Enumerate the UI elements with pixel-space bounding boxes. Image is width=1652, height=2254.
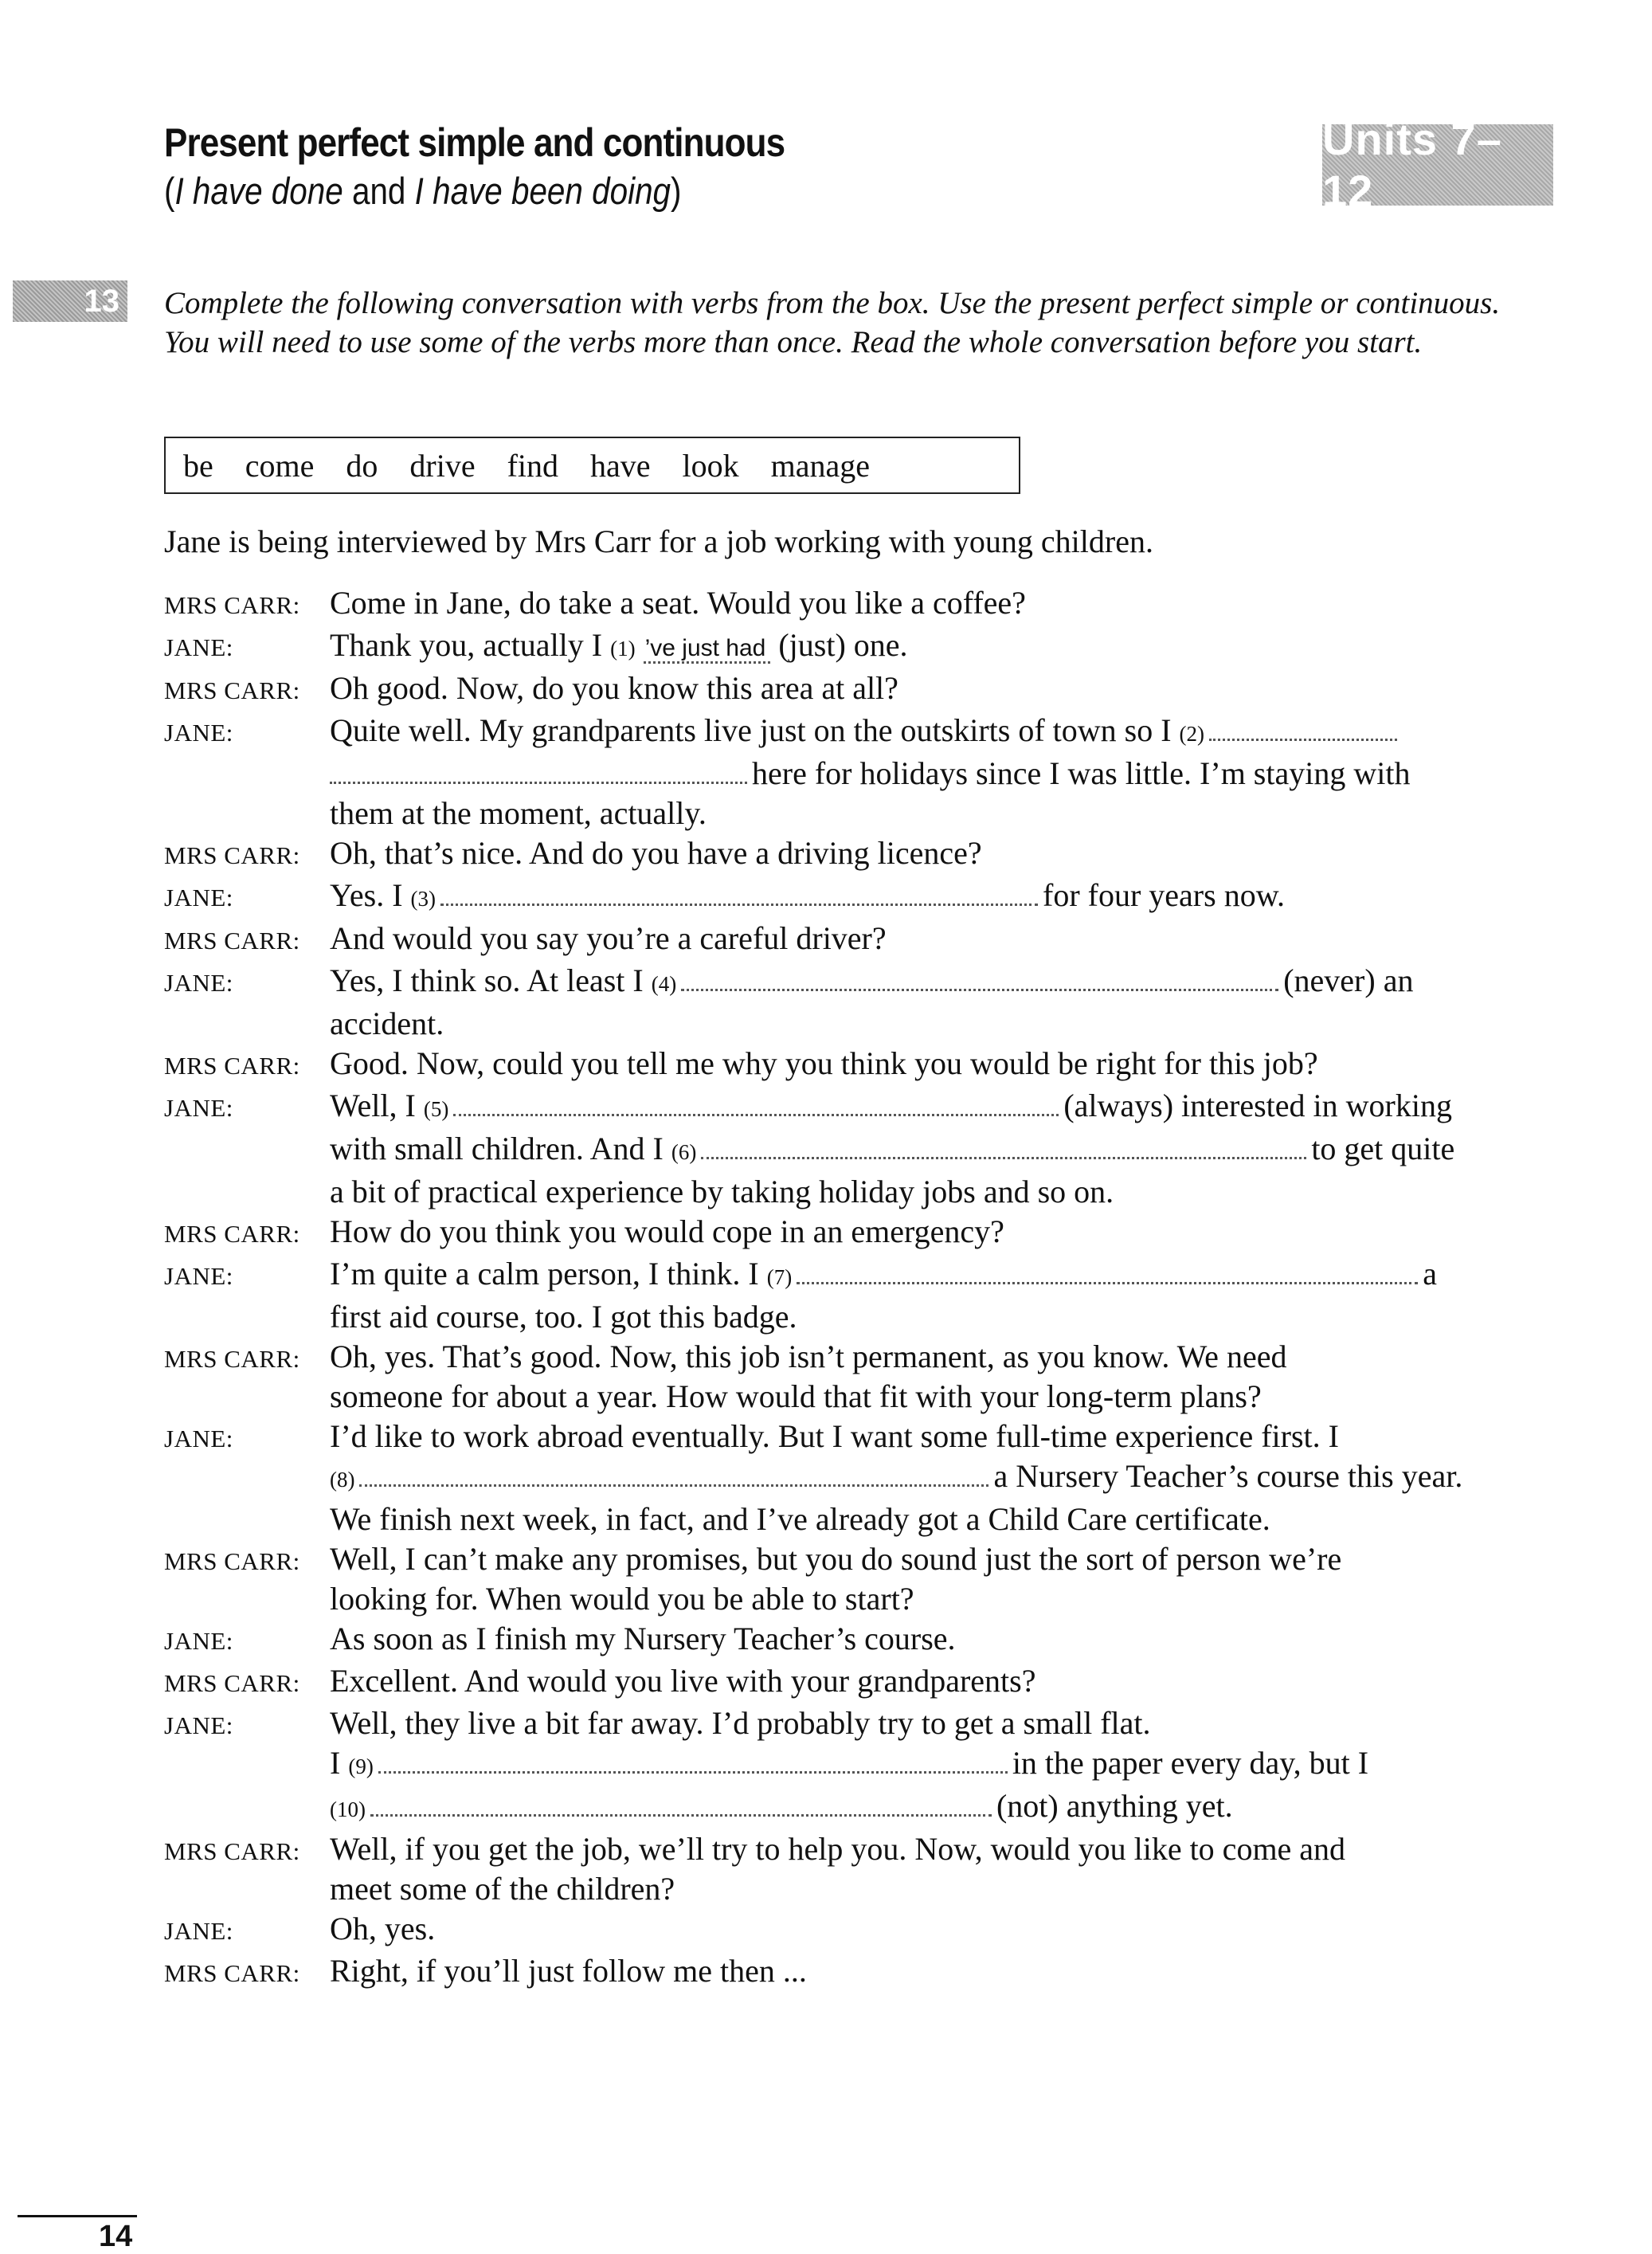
dialogue-line: Well, I (5) (always) interested in working with small children. And I (6) to get quite a bit of practical experience by taking holiday jobs and so on.: [330, 1088, 1455, 1209]
verb-item: have: [590, 447, 651, 484]
speaker-label: JANE:: [164, 633, 233, 661]
dialogue-turn: [164, 1829, 1534, 1909]
answer-gap-9[interactable]: [378, 1747, 1008, 1774]
dialogue-turn: [164, 1539, 1534, 1619]
speaker-label: JANE:: [164, 1094, 233, 1122]
speaker-label: JANE:: [164, 1262, 233, 1290]
speaker-label: JANE:: [164, 884, 233, 911]
gap-number: (6): [671, 1140, 697, 1164]
speaker-label: MRS CARR:: [164, 1837, 300, 1865]
dialogue-line: As soon as I finish my Nursery Teacher’s course.: [330, 1621, 956, 1656]
gap-number: (1): [610, 637, 636, 661]
dialogue-turn: [164, 625, 1534, 668]
footer-rule: [18, 2215, 137, 2217]
dialogue-turn: [164, 1951, 1534, 1993]
speaker-label: JANE:: [164, 969, 233, 997]
dialogue-turn: [164, 1417, 1534, 1539]
exercise-number-badge: 13: [13, 280, 127, 322]
dialogue-line: Thank you, actually I (1) ’ve just had (just) one.: [330, 627, 908, 663]
dialogue-turn: [164, 1254, 1534, 1337]
gap-number: (5): [423, 1097, 449, 1121]
dialogue-line: Well, if you get the job, we’ll try to help you. Now, would you like to come and meet some of the children?: [330, 1831, 1346, 1907]
gap-number: (10): [330, 1797, 366, 1821]
page-number: 14: [99, 2220, 133, 2253]
speaker-label: MRS CARR:: [164, 676, 300, 704]
answer-gap-4[interactable]: [681, 965, 1278, 991]
speaker-label: JANE:: [164, 719, 233, 747]
dialogue-turn: [164, 1044, 1534, 1086]
dialogue-turn: [164, 961, 1534, 1044]
example-answer: ’ve just had: [644, 635, 771, 664]
speaker-label: MRS CARR:: [164, 1959, 300, 1987]
gap-number: (4): [651, 972, 677, 996]
verb-item: drive: [409, 447, 476, 484]
dialogue-turn: [164, 1337, 1534, 1417]
dialogue-line: Well, they live a bit far away. I’d probably try to get a small flat. I (9) in the paper every day, but I (10) (not) anything yet.: [330, 1705, 1369, 1824]
verb-item: do: [346, 447, 378, 484]
dialogue-line: Right, if you’ll just follow me then ...: [330, 1953, 807, 1989]
dialogue-line: Excellent. And would you live with your grandparents?: [330, 1663, 1036, 1699]
gap-number: (8): [330, 1468, 355, 1492]
dialogue-turn: [164, 1619, 1534, 1661]
units-badge: Units 7–12: [1322, 124, 1553, 206]
dialogue-turn: [164, 1086, 1534, 1212]
dialogue-line: And would you say you’re a careful driver?: [330, 920, 887, 956]
exercise-intro: Jane is being interviewed by Mrs Carr for a job working with young children.: [164, 523, 1153, 559]
verb-item: come: [245, 447, 315, 484]
answer-gap-5[interactable]: [453, 1090, 1059, 1116]
verb-item: look: [682, 447, 739, 484]
gap-number: (3): [410, 887, 436, 911]
dialogue-line: Oh, that’s nice. And do you have a driving licence?: [330, 835, 982, 871]
dialogue-line: Well, I can’t make any promises, but you do sound just the sort of person we’re looking for. When would you be able to start?: [330, 1541, 1342, 1617]
page-title: Present perfect simple and continuous: [164, 120, 785, 165]
gap-number: (9): [348, 1754, 374, 1778]
answer-gap-10[interactable]: [370, 1790, 992, 1817]
dialogue-line: Yes. I (3) for four years now.: [330, 877, 1285, 913]
answer-gap-2-cont[interactable]: [330, 758, 747, 784]
gap-number: (7): [766, 1265, 793, 1289]
verb-box: [164, 437, 1020, 494]
answer-gap-3[interactable]: [440, 880, 1038, 906]
verb-item: find: [507, 447, 559, 484]
exercise-instructions: Complete the following conversation with verbs from the box. Use the present perfect simple or continuous. You will need to use some of the verbs more than once. Read the whole conversation before you start.: [164, 286, 1501, 359]
dialogue-turn: [164, 1909, 1534, 1951]
dialogue-line: I’d like to work abroad eventually. But I want some full-time experience first. I (8) a Nursery Teacher’s course this year. We finish next week, in fact, and I’ve already got a Child Care certificate.: [330, 1418, 1463, 1537]
dialogue-turn: [164, 833, 1534, 876]
dialogue-line: I’m quite a calm person, I think. I (7) a first aid course, too. I got this badge.: [330, 1256, 1437, 1335]
dialogue-line: Yes, I think so. At least I (4) (never) an accident.: [330, 962, 1414, 1041]
speaker-label: MRS CARR:: [164, 1220, 300, 1248]
verb-item: be: [183, 447, 213, 484]
answer-gap-8[interactable]: [359, 1460, 988, 1487]
dialogue-turn: [164, 876, 1534, 919]
dialogue-turn: [164, 1661, 1534, 1703]
speaker-label: JANE:: [164, 1627, 233, 1655]
answer-gap-7[interactable]: [797, 1258, 1418, 1284]
gap-number: (2): [1179, 722, 1205, 746]
dialogue-line: Quite well. My grandparents live just on the outskirts of town so I (2) here for holidays since I was little. I’m staying with them at the moment, actually.: [330, 712, 1411, 831]
dialogue-line: Good. Now, could you tell me why you think you would be right for this job?: [330, 1045, 1318, 1081]
page-subtitle: (I have done and I have been doing): [164, 170, 682, 212]
dialogue-turn: [164, 1703, 1534, 1829]
dialogue-line: How do you think you would cope in an emergency?: [330, 1213, 1004, 1249]
dialogue: [164, 583, 1534, 1993]
dialogue-turn: [164, 1212, 1534, 1254]
speaker-label: MRS CARR:: [164, 841, 300, 869]
dialogue-turn: [164, 668, 1534, 711]
dialogue-turn: [164, 919, 1534, 961]
page-title-block: [164, 120, 1279, 213]
speaker-label: JANE:: [164, 1711, 233, 1739]
dialogue-turn: [164, 583, 1534, 625]
answer-gap-6[interactable]: [701, 1133, 1306, 1159]
speaker-label: MRS CARR:: [164, 927, 300, 955]
speaker-label: MRS CARR:: [164, 591, 300, 619]
speaker-label: MRS CARR:: [164, 1547, 300, 1575]
speaker-label: MRS CARR:: [164, 1669, 300, 1697]
dialogue-line: Oh good. Now, do you know this area at all?: [330, 670, 898, 706]
speaker-label: MRS CARR:: [164, 1345, 300, 1373]
verb-item: manage: [770, 447, 871, 484]
speaker-label: JANE:: [164, 1917, 233, 1945]
dialogue-line: Oh, yes. That’s good. Now, this job isn’t permanent, as you know. We need someone for about a year. How would that fit with your long-term plans?: [330, 1339, 1287, 1414]
dialogue-turn: [164, 711, 1534, 833]
speaker-label: MRS CARR:: [164, 1052, 300, 1080]
dialogue-line: Come in Jane, do take a seat. Would you like a coffee?: [330, 585, 1026, 621]
dialogue-line: Oh, yes.: [330, 1911, 436, 1946]
speaker-label: JANE:: [164, 1425, 233, 1452]
answer-gap-2[interactable]: [1209, 715, 1397, 741]
